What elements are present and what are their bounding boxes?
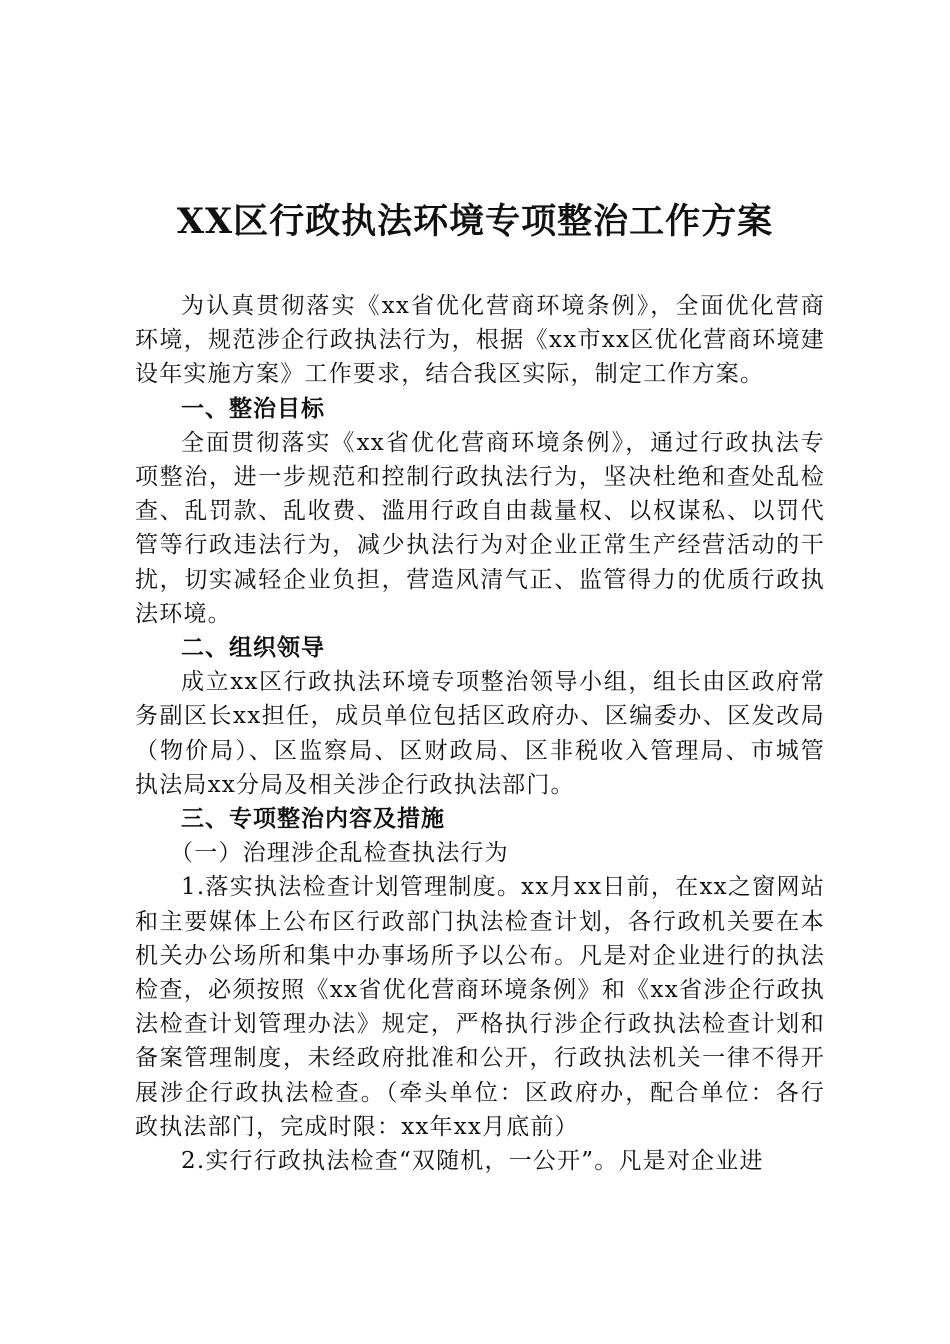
section-heading-goals: 一、整治目标 (181, 395, 325, 422)
item-paragraph-1: 1.落实执法检查计划管理制度。xx月xx日前，在xx之窗网站和主要媒体上公布区行政部门执法检查计划，各行政机关要在本机关办公场所和集中办事场所予以公布。凡是对企业进行的执法检查，必须按照《xx省优化营商环境条例》和《xx省涉企行政执法检查计划管理办法》规定，严格执行涉企行政执法检查计划和备案管理制度，未经政府批准和公开，行政执法机关一律不得开展涉企行政执法检查。（牵头单位：区政府办，配合单位：各行政执法部门，完成时限：xx年xx月底前） (135, 874, 825, 1140)
subsection-heading-inspection: （一）治理涉企乱检查执法行为 (170, 840, 509, 867)
section-heading-leadership: 二、组织领导 (181, 635, 325, 662)
document-title: XX区行政执法环境专项整治工作方案 (176, 201, 774, 242)
section-heading-measures: 三、专项整治内容及措施 (181, 806, 445, 833)
goals-paragraph: 全面贯彻落实《xx省优化营商环境条例》，通过行政执法专项整治，进一步规范和控制行政执法行为，坚决杜绝和查处乱检查、乱罚款、乱收费、滥用行政自由裁量权、以权谋私、以罚代管等行政违法行为，减少执法行为对企业正常生产经营活动的干扰，切实减轻企业负担，营造风清气正、监管得力的优质行政执法环境。 (135, 429, 825, 627)
item-paragraph-2: 2.实行行政执法检查“双随机，一公开”。凡是对企业进 (181, 1148, 764, 1175)
leadership-paragraph: 成立xx区行政执法环境专项整治领导小组，组长由区政府常务副区长xx担任，成员单位包括区政府办、区编委办、区发改局（物价局）、区监察局、区财政局、区非税收入管理局、市城管执法局xx分局及相关涉企行政执法部门。 (135, 669, 825, 798)
document-body (135, 289, 825, 1178)
intro-paragraph: 为认真贯彻落实《xx省优化营商环境条例》，全面优化营商环境，规范涉企行政执法行为，根据《xx市xx区优化营商环境建设年实施方案》工作要求，结合我区实际，制定工作方案。 (135, 293, 825, 388)
